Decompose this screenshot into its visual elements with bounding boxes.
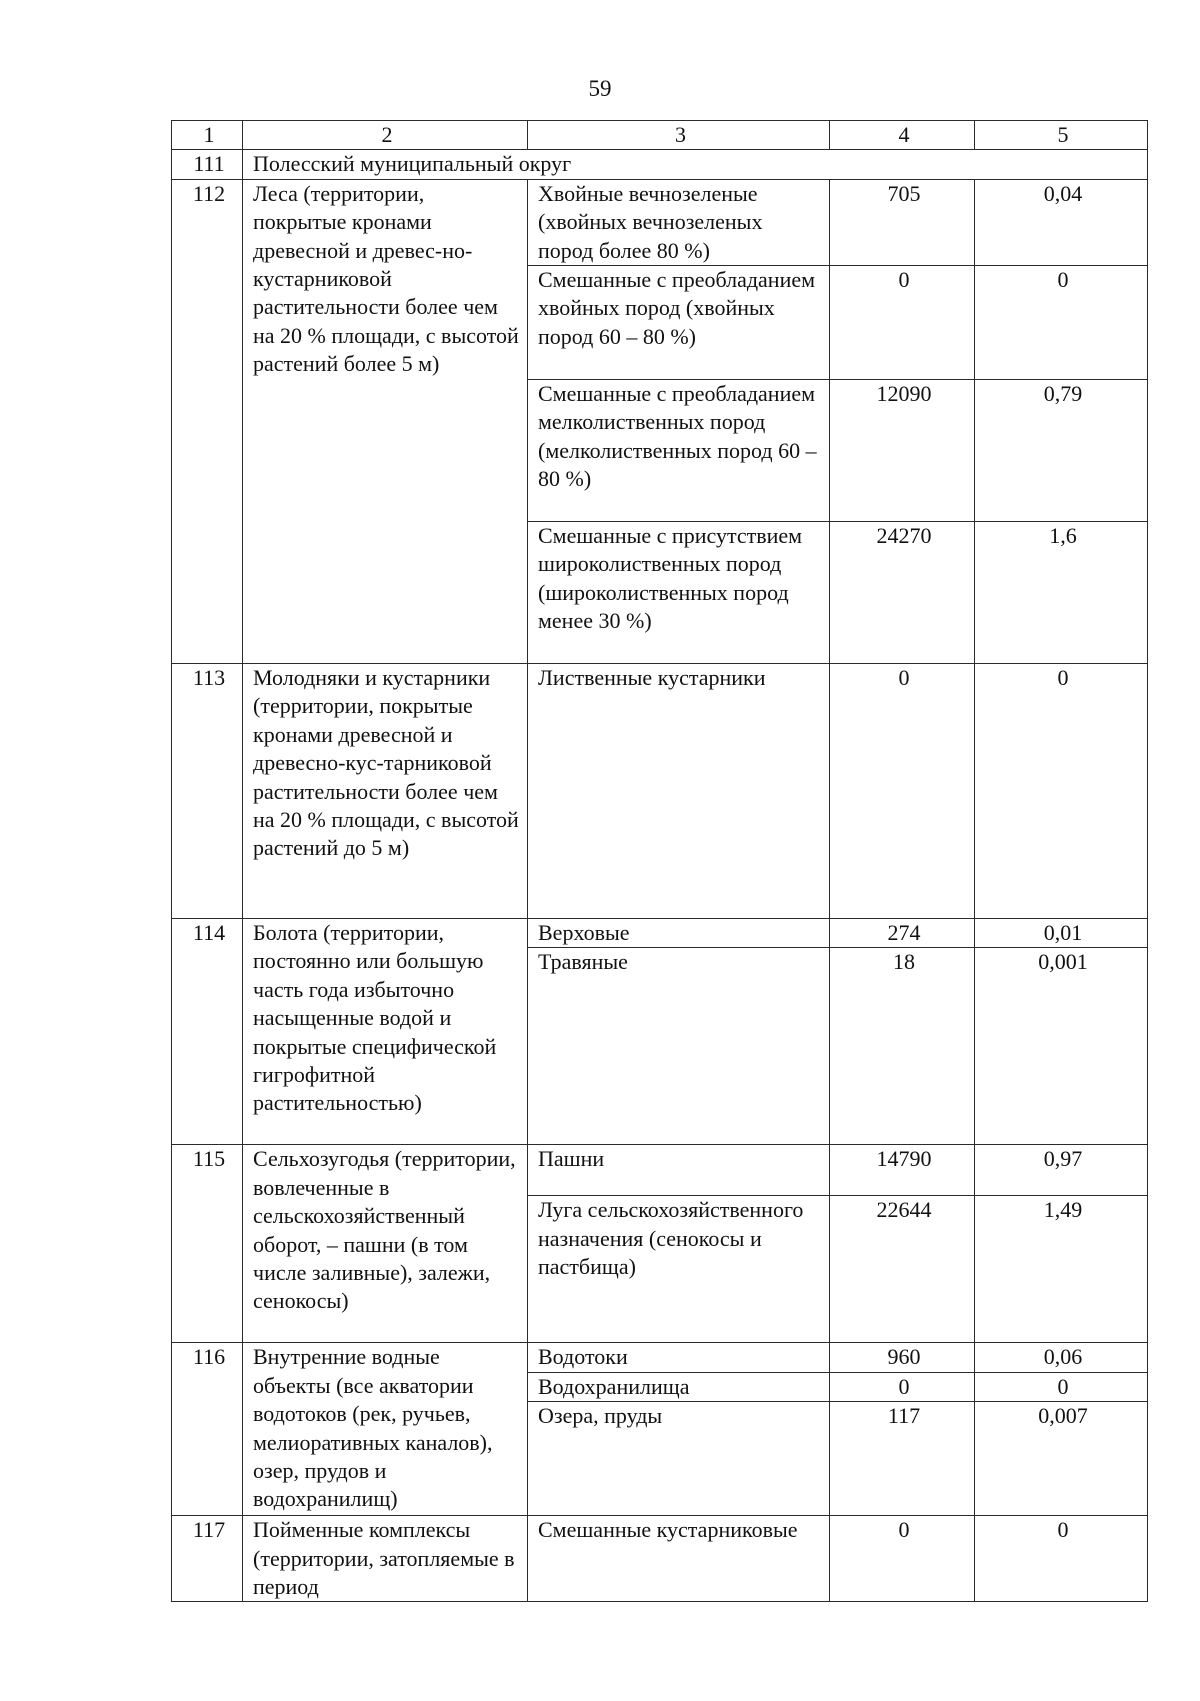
area-cell: 705 — [830, 179, 975, 265]
page-number: 59 — [588, 76, 612, 101]
type-cell: Луга сельскохозяйственного назначения (сенокосы и пастбища) — [528, 1196, 830, 1343]
table-row — [172, 664, 1148, 919]
share-cell: 1,6 — [975, 522, 1148, 664]
table-row — [172, 1145, 1148, 1196]
row-number: 116 — [172, 1343, 243, 1516]
area-cell: 18 — [830, 948, 975, 1145]
share-cell: 0,04 — [975, 179, 1148, 265]
area-cell: 12090 — [830, 380, 975, 522]
area-cell: 117 — [830, 1402, 975, 1516]
category-cell: Внутренние водные объекты (все акватории водотоков (рек, ручьев, мелиоративных каналов), озер, прудов и водохранилищ) — [243, 1343, 528, 1516]
header-col-5: 5 — [975, 121, 1148, 150]
category-cell: Леса (территории, покрытые кронами древесной и древес-но-кустарниковой растительности более чем на 20 % площади, с высотой растений более 5 м) — [243, 179, 528, 663]
share-cell: 1,49 — [975, 1196, 1148, 1343]
header-col-4: 4 — [830, 121, 975, 150]
type-cell: Верховые — [528, 919, 830, 948]
area-cell: 14790 — [830, 1145, 975, 1196]
type-cell: Хвойные вечнозеленые (хвойных вечнозеленых пород более 80 %) — [528, 179, 830, 265]
section-row — [172, 150, 1148, 179]
type-cell: Водотоки — [528, 1343, 830, 1372]
share-cell: 0,06 — [975, 1343, 1148, 1372]
row-number: 112 — [172, 179, 243, 663]
row-number: 117 — [172, 1516, 243, 1602]
table-row — [172, 919, 1148, 948]
share-cell: 0,007 — [975, 1402, 1148, 1516]
type-cell: Смешанные кустарниковые — [528, 1516, 830, 1602]
header-row — [172, 121, 1148, 150]
category-cell: Сельхозугодья (территории, вовлеченные в сельскохозяйственный оборот, – пашни (в том числе заливные), залежи, сенокосы) — [243, 1145, 528, 1343]
category-cell: Молодняки и кустарники (территории, покрытые кронами древесной и древесно-кус-тарниковой растительности более чем на 20 % площади, с высотой растений до 5 м) — [243, 664, 528, 919]
type-cell: Травяные — [528, 948, 830, 1145]
area-cell: 0 — [830, 664, 975, 919]
category-cell: Болота (территории, постоянно или большую часть года избыточно насыщенные водой и покрытые специфической гигрофитной растительностью) — [243, 919, 528, 1145]
area-cell: 274 — [830, 919, 975, 948]
row-number: 113 — [172, 664, 243, 919]
share-cell: 0 — [975, 1372, 1148, 1401]
row-number: 115 — [172, 1145, 243, 1343]
share-cell: 0,97 — [975, 1145, 1148, 1196]
area-cell: 22644 — [830, 1196, 975, 1343]
type-cell: Смешанные с преобладанием хвойных пород (хвойных пород 60 – 80 %) — [528, 266, 830, 380]
share-cell: 0 — [975, 266, 1148, 380]
category-cell: Пойменные комплексы (территории, затопляемые в период — [243, 1516, 528, 1602]
area-cell: 0 — [830, 1516, 975, 1602]
share-cell: 0,001 — [975, 948, 1148, 1145]
area-cell: 960 — [830, 1343, 975, 1372]
type-cell: Смешанные с присутствием широколиственных пород (широколиственных пород менее 30 %) — [528, 522, 830, 664]
header-col-3: 3 — [528, 121, 830, 150]
table-row — [172, 1343, 1148, 1372]
type-cell: Водохранилища — [528, 1372, 830, 1401]
share-cell: 0 — [975, 1516, 1148, 1602]
table-row — [172, 1516, 1148, 1602]
row-number: 114 — [172, 919, 243, 1145]
type-cell: Озера, пруды — [528, 1402, 830, 1516]
type-cell: Смешанные с преобладанием мелколиственных пород (мелколиственных пород 60 – 80 %) — [528, 380, 830, 522]
header-col-1: 1 — [172, 121, 243, 150]
land-cover-table — [171, 120, 1148, 1602]
area-cell: 24270 — [830, 522, 975, 664]
table-row — [172, 179, 1148, 265]
header-col-2: 2 — [243, 121, 528, 150]
share-cell: 0 — [975, 664, 1148, 919]
type-cell: Пашни — [528, 1145, 830, 1196]
section-title: Полесский муниципальный округ — [243, 150, 1148, 179]
row-number: 111 — [172, 150, 243, 179]
area-cell: 0 — [830, 1372, 975, 1401]
area-cell: 0 — [830, 266, 975, 380]
share-cell: 0,01 — [975, 919, 1148, 948]
type-cell: Лиственные кустарники — [528, 664, 830, 919]
share-cell: 0,79 — [975, 380, 1148, 522]
